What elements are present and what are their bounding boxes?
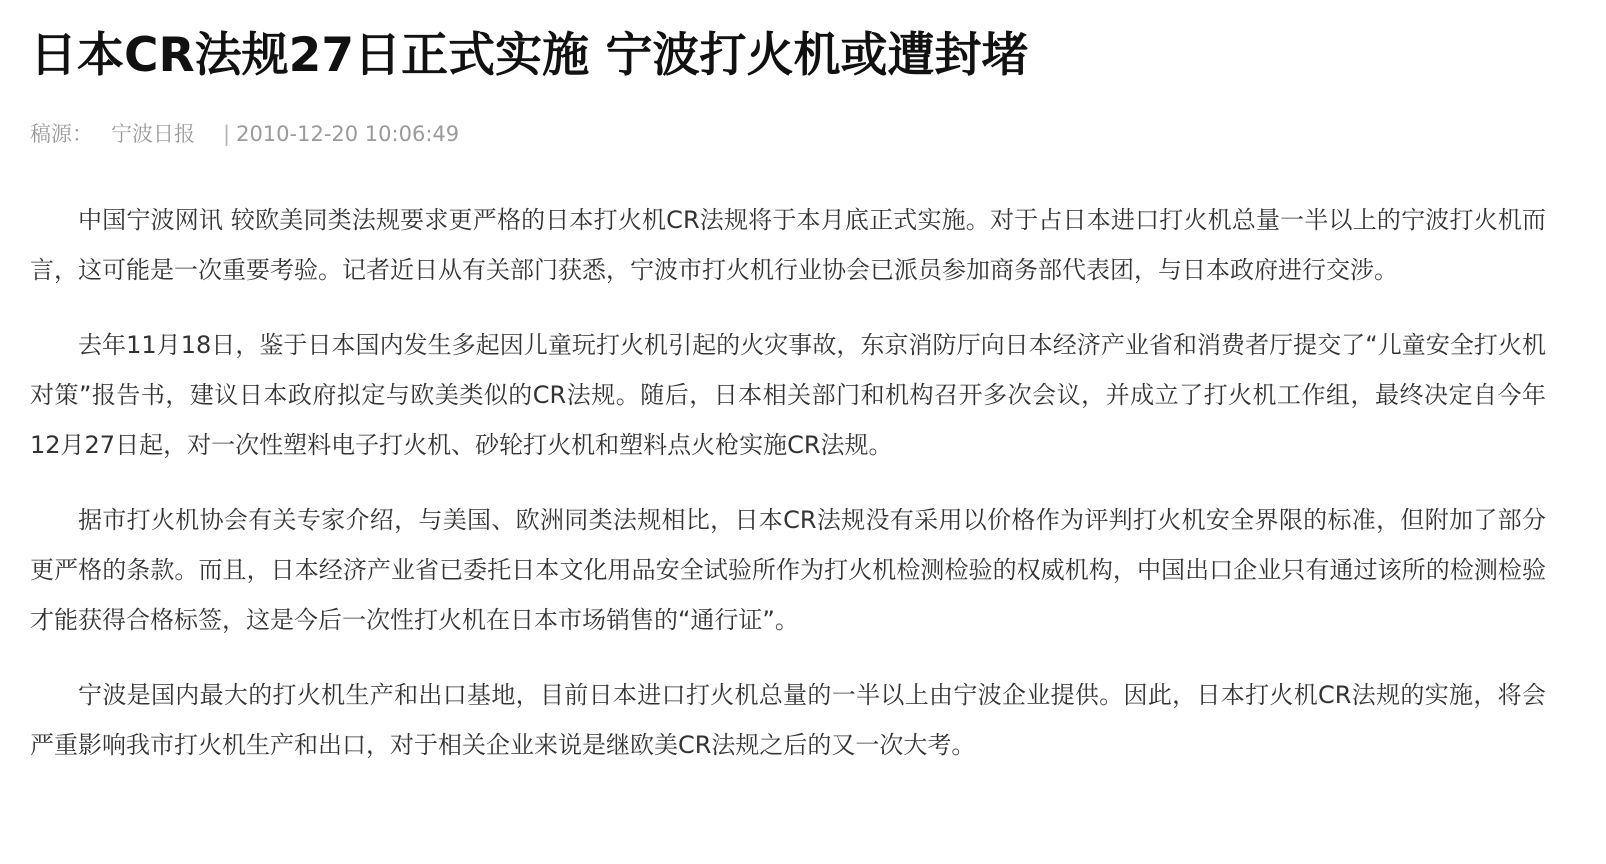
source-label: 稿源： — [30, 122, 93, 146]
article-paragraph: 中国宁波网讯 较欧美同类法规要求更严格的日本打火机CR法规将于本月底正式实施。对于占日本进口打火机总量一半以上的宁波打火机而言，这可能是一次重要考验。记者近日从有关部门获悉，宁波市打火机行业协会已派员参加商务部代表团，与日本政府进行交涉。 — [30, 206, 1546, 284]
source-name: 宁波日报 — [111, 122, 195, 146]
article-paragraph: 据市打火机协会有关专家介绍，与美国、欧洲同类法规相比，日本CR法规没有采用以价格作为评判打火机安全界限的标准，但附加了部分更严格的条款。而且，日本经济产业省已委托日本文化用品安全试验所作为打火机检测检验的权威机构，中国出口企业只有通过该所的检测检验才能获得合格标签，这是今后一次性打火机在日本市场销售的“通行证”。 — [30, 506, 1546, 634]
meta-divider: | — [223, 122, 231, 146]
article-body — [30, 195, 1546, 770]
publish-datetime: 2010-12-20 10:06:49 — [236, 122, 460, 146]
article-paragraph: 宁波是国内最大的打火机生产和出口基地，目前日本进口打火机总量的一半以上由宁波企业提供。因此，日本打火机CR法规的实施，将会严重影响我市打火机生产和出口，对于相关企业来说是继欧美CR法规之后的又一次大考。 — [30, 681, 1546, 759]
article-meta — [30, 120, 1546, 148]
article-title: 日本CR法规27日正式实施 宁波打火机或遭封堵 — [30, 28, 1029, 83]
article-paragraph: 去年11月18日，鉴于日本国内发生多起因儿童玩打火机引起的火灾事故，东京消防厅向日本经济产业省和消费者厅提交了“儿童安全打火机对策”报告书，建议日本政府拟定与欧美类似的CR法规。随后，日本相关部门和机构召开多次会议，并成立了打火机工作组，最终决定自今年12月27日起，对一次性塑料电子打火机、砂轮打火机和塑料点火枪实施CR法规。 — [30, 331, 1546, 459]
